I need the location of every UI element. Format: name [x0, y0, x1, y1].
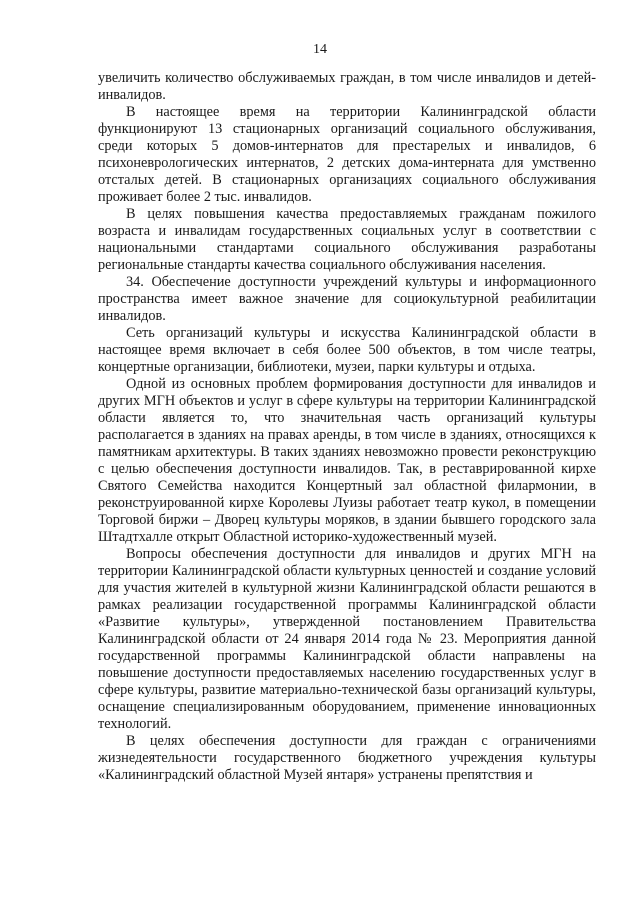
paragraph-item-34: 34. Обеспечение доступности учреждений культуры и информационного пространства имеет важное значение для социокультурной реабилитации инвалидов. — [98, 274, 596, 324]
paragraph-accessibility-problems: Одной из основных проблем формирования доступности для инвалидов и других МГН объектов и услуг в сфере культуры на территории Калининградской области является то, что значительная часть организаций культуры располагается в зданиях на правах аренды, в том числе в зданиях, относящихся к памятникам архитектуры. В таких зданиях невозможно провести реконструкцию с целью обеспечения доступности инвалидов. Так, в реставрированной кирхе Святого Семейства находится Концертный зал областной филармонии, в реконструированной кирхе Королевы Луизы работает театр кукол, в помещении Торговой биржи – Дворец культуры моряков, в здании бывшего городского зала Штадтхалле открыт Областной историко-художественный музей. — [98, 376, 596, 545]
paragraph-social-institutions: В настоящее время на территории Калининградской области функционируют 13 стационарных организаций социального обслуживания, среди которых 5 домов-интернатов для престарелых и инвалидов, 6 психоневрологических интернатов, 2 детских дома-интерната для умственно отсталых детей. В стационарных организациях социального обслуживания проживает более 2 тыс. инвалидов. — [98, 104, 596, 205]
paragraph-state-program: Вопросы обеспечения доступности для инвалидов и других МГН на территории Калининградской области культурных ценностей и создание условий для участия жителей в культурной жизни Калининградской области решаются в рамках реализации государственной программы Калининградской области «Развитие культуры», утвержденной постановлением Правительства Калининградской области от 24 января 2014 года № 23. Мероприятия данной государственной программы Калининградской области направлены на повышение доступности предоставляемых населению государственных услуг в сфере культуры, развитие материально-технической базы организаций культуры, оснащение специализированным оборудованием, применение инновационных технологий. — [98, 546, 596, 732]
paragraph-quality-standards: В целях повышения качества предоставляемых гражданам пожилого возраста и инвалидам государственных социальных услуг в соответствии с национальными стандартами социального обслуживания разработаны региональные стандарты качества социального обслуживания населения. — [98, 206, 596, 273]
document-body — [98, 70, 596, 784]
paragraph-culture-network: Сеть организаций культуры и искусства Калининградской области в настоящее время включает в себя более 500 объектов, в том числе театры, концертные организации, библиотеки, музеи, парки культуры и отдыха. — [98, 325, 596, 375]
paragraph-amber-museum: В целях обеспечения доступности для граждан с ограничениями жизнедеятельности государственного бюджетного учреждения культуры «Калининградский областной Музей янтаря» устранены препятствия и — [98, 733, 596, 783]
paragraph-continuation: увеличить количество обслуживаемых граждан, в том числе инвалидов и детей-инвалидов. — [98, 70, 596, 103]
page-number: 14 — [313, 42, 327, 57]
